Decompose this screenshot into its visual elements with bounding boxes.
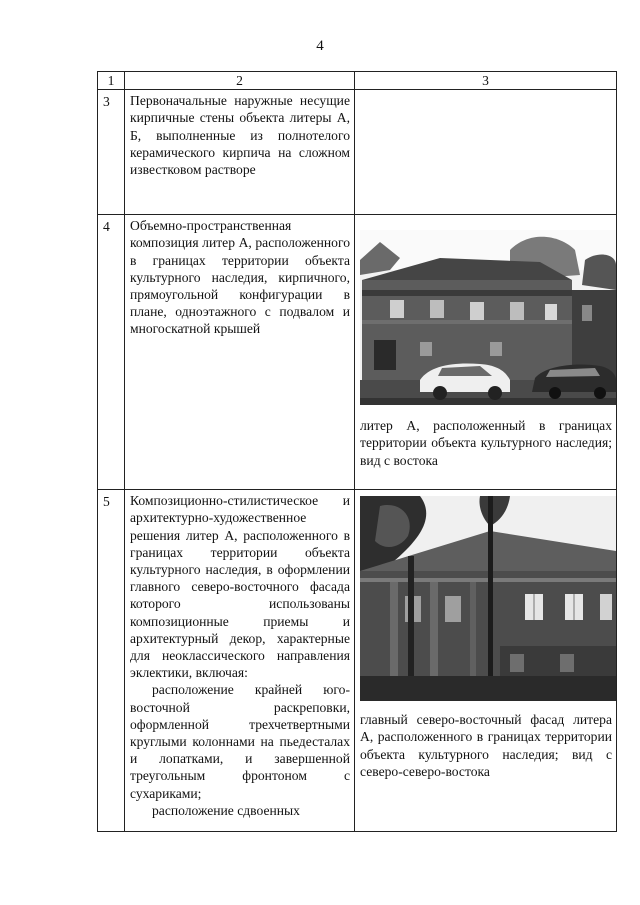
header-col-2: 2 bbox=[125, 72, 355, 90]
row-description: Объемно-пространственная композиция литер А, расположенного в границах территории объекта культурного наследия, кирпичного, прямоугольной конфигурации в плане, одноэтажного с подвалом и многоскатной крышей bbox=[125, 215, 355, 490]
table-row bbox=[98, 215, 617, 490]
heritage-table bbox=[97, 71, 617, 832]
photo-caption: главный северо-восточный фасад литера А, расположенного в границах территории объекта культурного наследия; вид с северо-северо-востока bbox=[360, 712, 612, 779]
facade-north-northeast-photo bbox=[360, 496, 616, 701]
row-illustration-cell bbox=[355, 90, 617, 215]
row-illustration-cell bbox=[355, 215, 617, 490]
row-number: 5 bbox=[98, 490, 125, 832]
page-number: 4 bbox=[316, 38, 324, 54]
header-col-1: 1 bbox=[98, 72, 125, 90]
building-east-view-photo bbox=[360, 230, 616, 405]
row-number: 3 bbox=[98, 90, 125, 215]
row-number: 4 bbox=[98, 215, 125, 490]
row-description: Композиционно-стилистическое и архитектурно-художественное решения литер А, расположенного в границах территории объекта культурного наследия, в оформлении главного северо-восточного фасада которого использованы композиционные приемы и архитектурный декор, характерные для неоклассического направления эклектики, включая: расположение крайней юго-восточной раскреповки, оформленной трехчетвертными круглыми колоннами на пьедесталах и лопатками, и завершенной треугольным фронтоном с сухариками; расположение сдвоенных bbox=[125, 490, 355, 832]
table-row bbox=[98, 490, 617, 832]
photo-caption: литер А, расположенный в границах территории объекта культурного наследия; вид с востока bbox=[360, 418, 612, 468]
header-col-3: 3 bbox=[355, 72, 617, 90]
table-row bbox=[98, 90, 617, 215]
table-header-row bbox=[98, 72, 617, 90]
row-illustration-cell bbox=[355, 490, 617, 832]
row-description: Первоначальные наружные несущие кирпичные стены объекта литеры А, Б, выполненные из полнотелого керамического кирпича на сложном известковом растворе bbox=[125, 90, 355, 215]
